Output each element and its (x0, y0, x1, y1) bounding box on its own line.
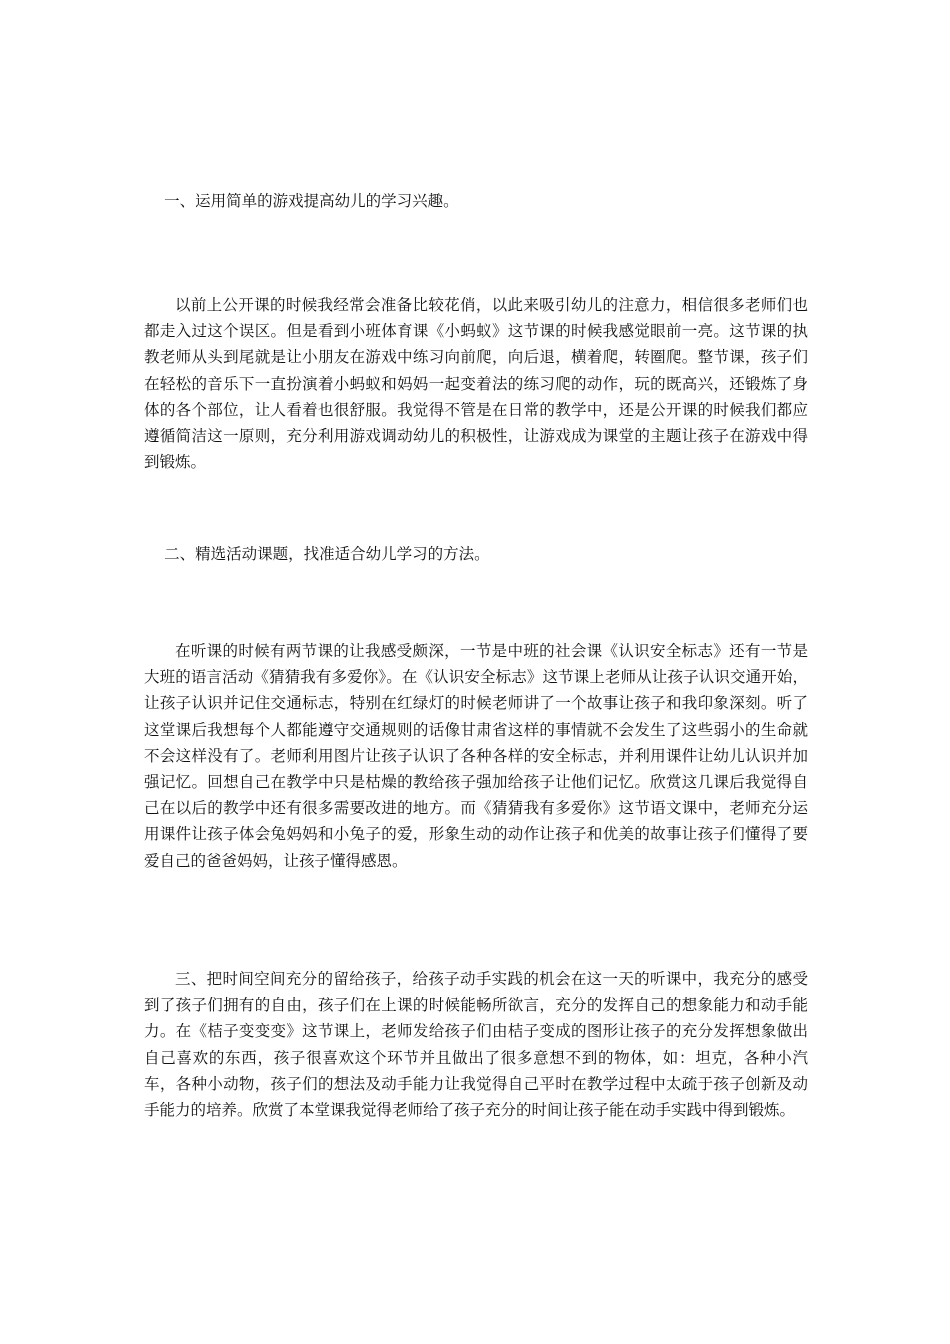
section-1-paragraph: 以前上公开课的时候我经常会准备比较花俏，以此来吸引幼儿的注意力，相信很多老师们也都走入过这个误区。但是看到小班体育课《小蚂蚁》这节课的时候我感觉眼前一亮。这节课的执教老师从头到尾就是让小朋友在游戏中练习向前爬，向后退，横着爬，转圈爬。整节课，孩子们在轻松的音乐下一直扮演着小蚂蚁和妈妈一起变着法的练习爬的动作，玩的既高兴，还锻炼了身体的各个部位，让人看着也很舒服。我觉得不管是在日常的教学中，还是公开课的时候我们都应遵循简洁这一原则，充分利用游戏调动幼儿的积极性，让游戏成为课堂的主题让孩子在游戏中得到锻炼。 (144, 296, 808, 472)
section-2-paragraph: 在听课的时候有两节课的让我感受颇深，一节是中班的社会课《认识安全标志》还有一节是大班的语言活动《猜猜我有多爱你》。在《认识安全标志》这节课上老师从让孩子认识交通开始，让孩子认识并记住交通标志，特别在红绿灯的时候老师讲了一个故事让孩子和我印象深刻。听了这堂课后我想每个人都能遵守交通规则的话像甘肃省这样的事情就不会发生了这些弱小的生命就不会这样没有了。老师利用图片让孩子认识了各种各样的安全标志，并利用课件让幼儿认识并加强记忆。回想自己在教学中只是枯燥的教给孩子强加给孩子让他们记忆。欣赏这几课后我觉得自己在以后的教学中还有很多需要改进的地方。而《猜猜我有多爱你》这节语文课中，老师充分运用课件让孩子体会兔妈妈和小兔子的爱，形象生动的动作让孩子和优美的故事让孩子们懂得了要爱自己的爸爸妈妈，让孩子懂得感恩。 (144, 642, 808, 870)
section-1-heading: 一、运用简单的游戏提高幼儿的学习兴趣。 (164, 192, 459, 210)
section-2-heading: 二、精选活动课题，找准适合幼儿学习的方法。 (164, 545, 490, 563)
section-3-paragraph: 三、把时间空间充分的留给孩子，给孩子动手实践的机会在这一天的听课中，我充分的感受到了孩子们拥有的自由，孩子们在上课的时候能畅所欲言，充分的发挥自己的想象能力和动手能力。在《桔子变变变》这节课上，老师发给孩子们由桔子变成的图形让孩子的充分发挥想象做出自己喜欢的东西，孩子很喜欢这个环节并且做出了很多意想不到的物体，如：坦克，各种小汽车，各种小动物，孩子们的想法及动手能力让我觉得自己平时在教学过程中太疏于孩子创新及动手能力的培养。欣赏了本堂课我觉得老师给了孩子充分的时间让孩子能在动手实践中得到锻炼。 (144, 970, 808, 1120)
